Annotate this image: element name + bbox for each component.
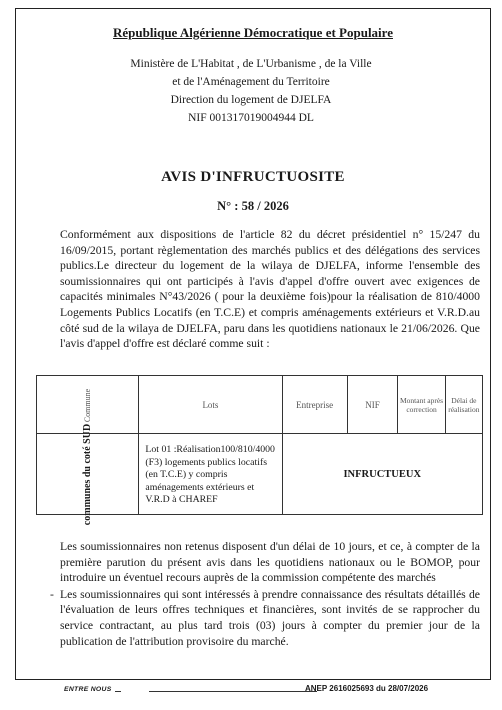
header-nif: NIF [347, 376, 398, 434]
header-montant: Montant après correction [398, 376, 445, 434]
header-commune: Commune [37, 376, 139, 434]
note-results: Les soumissionnaires qui sont intéressés à prendre connaissance des résultats détaillés de l'évaluation de leurs offres techniques et financières, sont invités de se rapprocher du service contractant, au plus tard trois (03) jours à compter du premier jour de la publication de l'attribution provisoire du marché. [60, 587, 480, 648]
table-row [37, 434, 483, 515]
footer-entre-nous: ENTRE NOUS [61, 686, 115, 693]
footer-anep-reference: ANEP 2616025693 du 28/07/2026 [305, 684, 429, 693]
lots-table [36, 375, 483, 525]
table-header-row [37, 376, 483, 434]
list-dash: - [50, 587, 54, 601]
notice-number: N° : 58 / 2026 [217, 199, 289, 213]
row-commune: communes du coté SUD [37, 434, 139, 515]
ministry-block [91, 55, 411, 127]
notice-frame [15, 8, 491, 680]
note-results-item [50, 587, 480, 649]
ministry-line: Ministère de L'Habitat , de L'Urbanisme , de la Ville [130, 58, 372, 70]
notice-title: AVIS D'INFRUCTUOSITE [161, 169, 345, 185]
notes-block [50, 539, 480, 649]
note-recourse: Les soumissionnaires non retenus disposent d'un délai de 10 jours, et ce, à compter de la première parution du présent avis dans les quotidiens nationaux ou le BOMOP, pour introduire un éventuel recours auprès de la commission compétente des marchés [60, 540, 480, 585]
header-entreprise: Entreprise [282, 376, 347, 434]
ministry-line: Direction du logement de DJELFA [170, 94, 332, 106]
republic-heading: République Algérienne Démocratique et Populaire [113, 25, 393, 40]
row-lot-description: Lot 01 :Réalisation100/810/4000 (F3) logements publics locatifs (en T.C.E) y compris aménagements extérieurs et V.R.D à CHAREF [139, 434, 282, 515]
header-delai: Délai de réalisation [445, 376, 482, 434]
header-lots: Lots [139, 376, 282, 434]
nif-line: NIF 001317019004944 DL [188, 112, 314, 124]
row-result: INFRUCTUEUX [282, 434, 483, 515]
ministry-line: et de l'Aménagement du Territoire [172, 76, 330, 88]
notice-intro-paragraph: Conformément aux dispositions de l'article 82 du décret présidentiel n° 15/247 du 16/09/2015, portant règlementation des marchés publics et des délégations des services publics.Le directeur du logement de la wilaya de DJELFA, informe l'ensemble des soumissionnaires qui ont participés à l'avis d'appel d'offre ouvert avec exigences de capacités minimales N°43/2026 ( pour la deuxième fois)pour la réalisation de 810/4000 Logements Publics Locatifs (en T.C.E) et compris aménagements extérieurs et V.R.D.au côté sud de la wilaya de DJELFA, paru dans les quotidiens nationaux le 21/06/2026. Que l'avis d'appel d'offre est déclaré comme suit : [60, 228, 480, 351]
